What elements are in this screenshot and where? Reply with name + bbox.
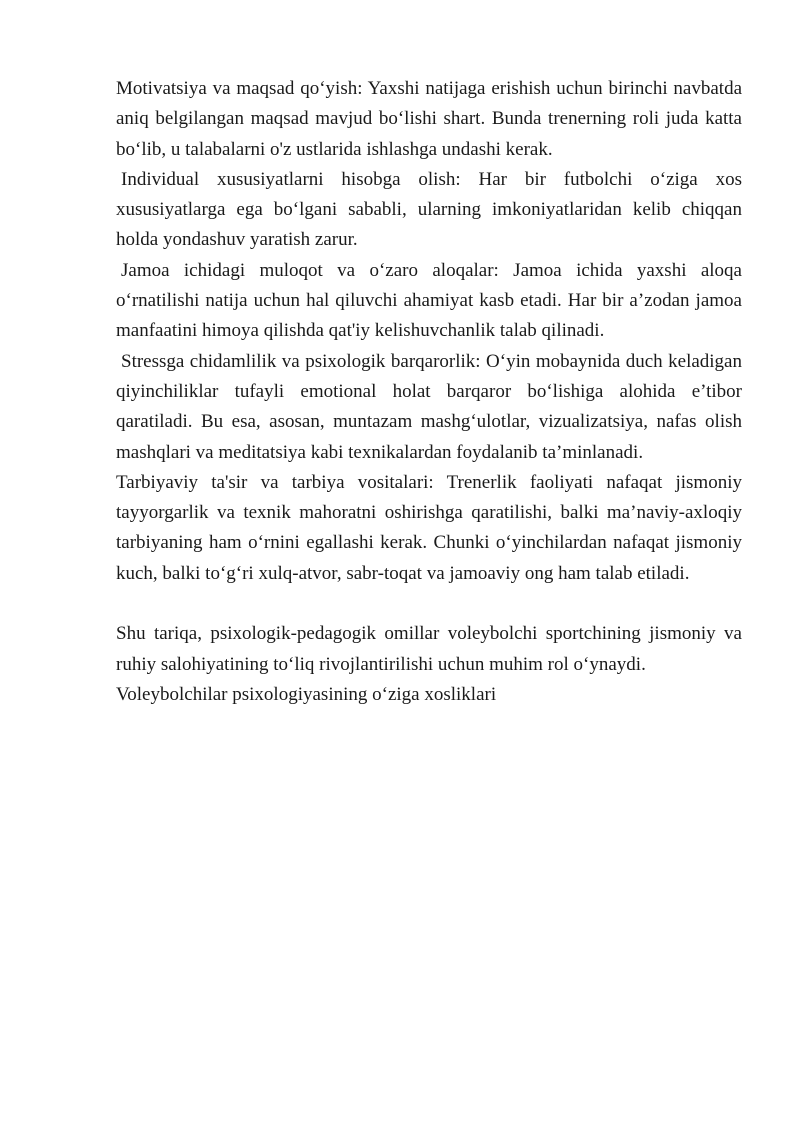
section-heading: Voleybolchilar psixologiyasining o‘ziga xosliklari [116,683,497,705]
document-page [116,74,742,710]
paragraph-conclusion: Shu tariqa, psixologik-pedagogik omillar voleybolchi sportchining jismoniy va ruhiy salohiyatining to‘liq rivojlantirilishi uchun muhim rol o‘ynaydi. [116,623,742,675]
paragraph-individual-traits: Individual xususiyatlarni hisobga olish: Har bir futbolchi o‘ziga xos xususiyatlarga ega bo‘lgani sababli, ularning imkoniyatlaridan kelib chiqqan holda yondashuv yaratish zarur. [116,168,742,251]
paragraph-motivation: Motivatsiya va maqsad qo‘yish: Yaxshi natijaga erishish uchun birinchi navbatda aniq belgilangan maqsad mavjud bo‘lishi shart. Bunda trenerning roli juda katta bo‘lib, u talabalarni o'z ustlarida ishlashga undashi kerak. [116,78,742,160]
paragraph-educational-influence: Tarbiyaviy ta'sir va tarbiya vositalari: Trenerlik faoliyati nafaqat jismoniy tayyorgarlik va texnik mahoratni oshirishga qaratilishi, balki ma’naviy-axloqiy tarbiyaning ham o‘rnini egallashi kerak. Chunki o‘yinchilardan nafaqat jismoniy kuch, balki to‘g‘ri xulq-atvor, sabr-toqat va jamoaviy ong ham talab etiladi. [116,471,742,584]
paragraph-team-communication: Jamoa ichidagi muloqot va o‘zaro aloqalar: Jamoa ichida yaxshi aloqa o‘rnatilishi natija uchun hal qiluvchi ahamiyat kasb etadi. Har bir a’zodan jamoa manfaatini himoya qilishda qat'iy kelishuvchanlik talab qilinadi. [116,259,742,342]
paragraph-stress-resistance: Stressga chidamlilik va psixologik barqarorlik: O‘yin mobaynida duch keladigan qiyinchiliklar tufayli emotional holat barqaror bo‘lishiga alohida e’tibor qaratiladi. Bu esa, asosan, muntazam mashg‘ulotlar, vizualizatsiya, nafas olish mashqlari va meditatsiya kabi texnikalardan foydalanib ta’minlanadi. [116,350,742,463]
blank-line [116,589,742,619]
